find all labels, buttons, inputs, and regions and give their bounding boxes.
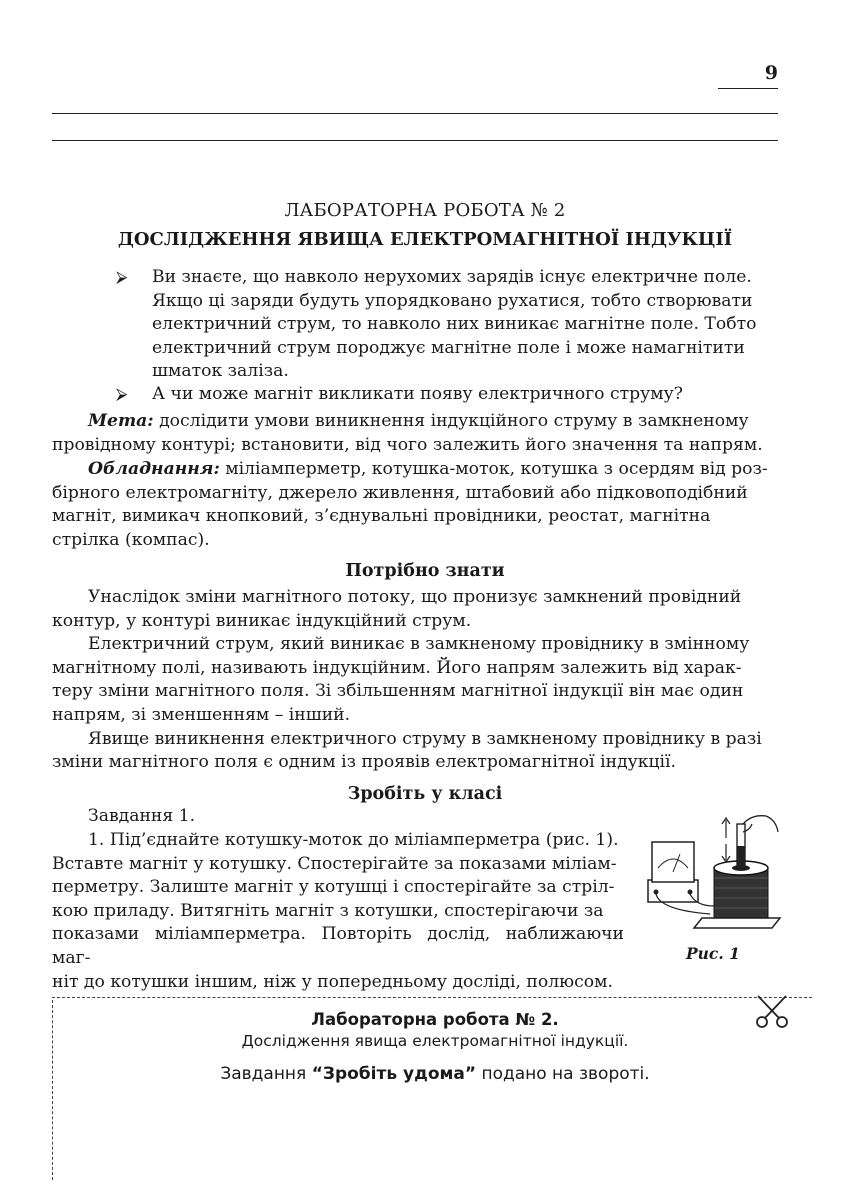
goal-label: Мета: — [88, 411, 154, 431]
task-line: кою приладу. Витягніть магніт з котушки, спостерігаючи за — [52, 900, 604, 921]
page-number: 9 — [764, 62, 778, 84]
task-line: перметру. Залиште магніт у котушці і спостерігайте за стріл- — [52, 877, 615, 898]
tearoff-home-bold: “Зробіть удома” — [311, 1064, 477, 1084]
goal-text: провідному контурі; встановити, від чого залежить його значення та напрям. — [52, 434, 763, 455]
lab-subtitle: ДОСЛІДЖЕННЯ ЯВИЩА ЕЛЕКТРОМАГНІТНОЇ ІНДУКЦІЇ — [117, 229, 733, 250]
paragraph-line: контур, у контурі виникає індукційний струм. — [52, 610, 472, 631]
bullet-arrow-icon: ⮚ — [116, 384, 128, 403]
bullet-1-line: електричний струм породжує магнітне поле і може намагнітити — [152, 337, 745, 358]
equipment-text: магніт, вимикач кнопковий, з’єднувальні провідники, реостат, магнітна — [52, 506, 711, 527]
bullet-2-line: А чи може магніт викликати появу електричного струму? — [152, 384, 683, 404]
task-text — [52, 829, 624, 994]
need-to-know-text — [52, 586, 778, 775]
bullet-2 — [152, 383, 778, 407]
equipment-label: Обладнання: — [88, 459, 220, 479]
section-heading-need-to-know: Потрібно знати — [345, 561, 505, 581]
bullet-1-line: Ви знаєте, що навколо нерухомих зарядів існує електричне поле. — [152, 267, 752, 287]
tearoff-title: Лабораторна робота № 2. — [311, 1010, 559, 1029]
goal-text: дослідити умови виникнення індукційного струму в замкненому — [153, 411, 749, 431]
paragraph-line: теру зміни магнітного поля. Зі збільшенням магнітної індукції він має один — [52, 681, 744, 702]
header-rule-top — [52, 113, 778, 114]
bullet-1 — [152, 266, 778, 384]
paragraph-line: Унаслідок зміни магнітного потоку, що пронизує замкнений провідний — [88, 587, 742, 607]
header-rule-bottom — [52, 140, 778, 141]
bullet-1-line: Якщо ці заряди будуть упорядковано рухатися, тобто створювати — [152, 290, 753, 311]
bullet-arrow-icon: ⮚ — [116, 267, 128, 286]
section-heading-in-class: Зробіть у класі — [347, 784, 503, 804]
task-line: ніт до котушки іншим, ніж у попередньому досліді, полюсом. — [52, 971, 613, 992]
equipment-text: стрілка (компас). — [52, 529, 210, 550]
task-line: Вставте магніт у котушку. Спостерігайте за показами мiлiам- — [52, 853, 617, 874]
bullet-1-line: електричний струм, то навколо них виникає магнітне поле. Тобто — [152, 314, 757, 335]
tearoff-home-pre: Завдання — [220, 1064, 312, 1084]
tearoff-homework-note — [60, 1064, 810, 1084]
figure-caption: Рис. 1 — [686, 944, 740, 963]
task-line: 1. Під’єднайте котушку-моток до міліамперметра (рис. 1). — [88, 830, 619, 850]
lab-title: ЛАБОРАТОРНА РОБОТА № 2 — [284, 200, 566, 221]
equipment-text: міліамперметр, котушка-моток, котушка з осердям від роз- — [219, 459, 768, 479]
figure-coil-milliammeter — [640, 810, 790, 940]
page-number-underline — [718, 88, 778, 89]
equipment-block — [52, 458, 778, 552]
bullet-1-line: шматок заліза. — [152, 361, 289, 382]
tear-off-dashed-line — [52, 997, 812, 998]
equipment-text: бірного електромагніту, джерело живлення, штабовий або підковоподібний — [52, 482, 748, 503]
paragraph-line: зміни магнітного поля є одним із проявів електромагнітної індукції. — [52, 752, 677, 773]
tearoff-subtitle: Дослідження явища електромагнітної індукції. — [241, 1032, 629, 1050]
tear-off-dashed-edge — [52, 1000, 53, 1180]
paragraph-line: напрям, зі зменшенням – інший. — [52, 704, 351, 725]
goal-block — [52, 410, 778, 457]
paragraph-line: магнітному полі, називають індукційним. Його напрям залежить від харак- — [52, 657, 742, 678]
task-line: показами міліамперметра. Повторіть дослід, наближаючи маг- — [52, 924, 624, 968]
paragraph-line: Явище виникнення електричного струму в замкненому провіднику в разі — [88, 728, 762, 749]
task-label: Завдання 1. — [88, 806, 196, 826]
tearoff-home-post: подано на звороті. — [476, 1064, 650, 1084]
paragraph-line: Електричний струм, який виникає в замкненому провіднику в змінному — [88, 634, 750, 655]
